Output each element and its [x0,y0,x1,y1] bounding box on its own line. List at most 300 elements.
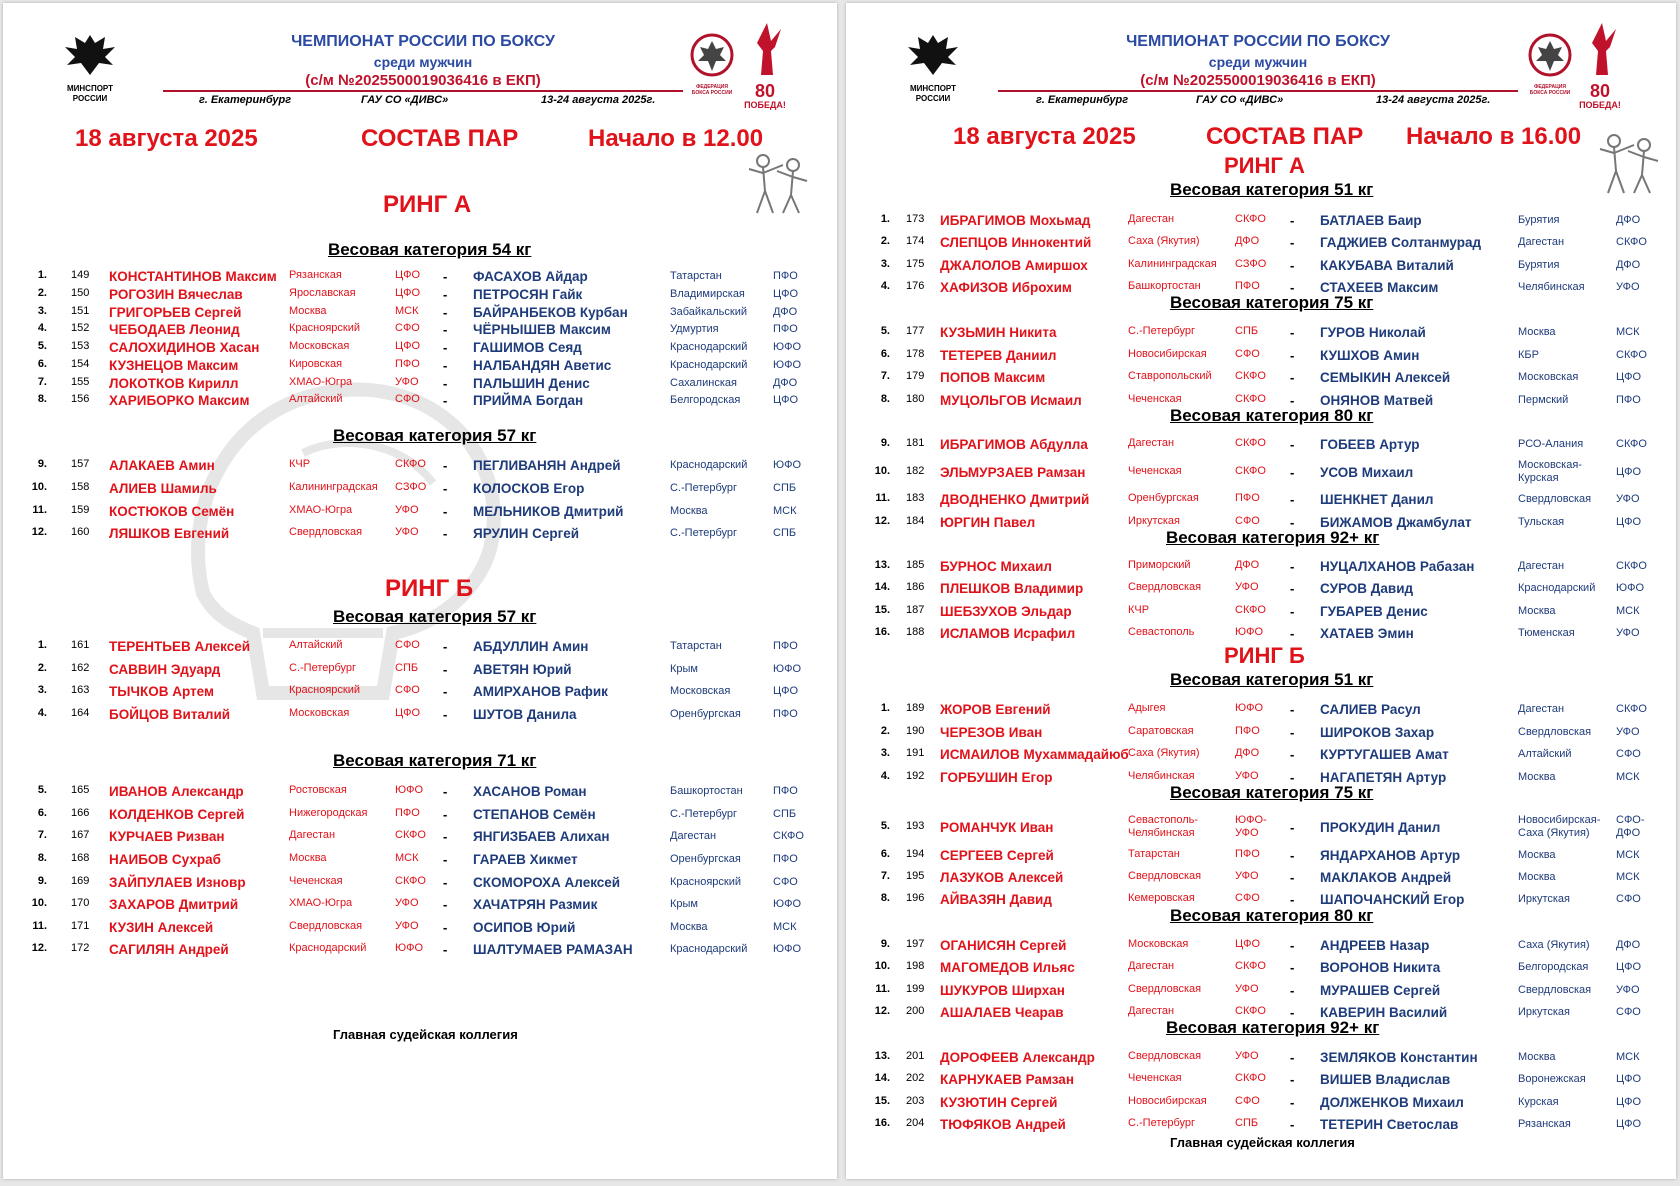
pair-rn: САВВИН Эдуард [109,662,221,677]
pair-no: 3. [37,684,47,696]
pair-bo: УФО [1616,627,1640,639]
pair-dash: - [1290,465,1295,480]
pair-no: 8. [37,393,47,405]
pair-bn: ПРИЙМА Богдан [473,393,584,408]
pair-rn: КОЛДЕНКОВ Сергей [109,807,245,822]
pair-no: 16. [874,1117,890,1129]
pair-id: 199 [906,983,925,995]
pair-no: 5. [880,325,890,337]
championship-title: ЧЕМПИОНАТ РОССИИ ПО БОКСУ [1126,33,1390,50]
pair-ro: СКФО [1235,1072,1266,1084]
pair-dash: - [1290,938,1295,953]
pair-bn: ГАРАЕВ Хикмет [473,852,578,867]
pair-bn: НАЛБАНДЯН Аветис [473,358,612,373]
pair-rn: ИБРАГИМОВ Мохьмад [940,213,1091,228]
pair-ro: СКФО [1235,465,1266,477]
pair-rn: ТЮФЯКОВ Андрей [940,1117,1066,1132]
pair-dash: - [443,458,448,473]
pair-bg: Дагестан [670,830,717,842]
pair-bg: Красноярский [670,876,742,888]
pair-ro: ЮФО [1235,626,1264,638]
pair-ro: УФО [395,897,419,909]
pair-rn: ЮРГИН Павел [940,515,1036,530]
pair-ro: ЮФО [395,942,424,954]
pair-ro: СФО [395,393,420,405]
pair-id: 204 [906,1117,925,1129]
pair-bg: Краснодарский [670,341,748,353]
pair-id: 184 [906,515,925,527]
pair-bg: Татарстан [670,270,722,282]
pair-id: 188 [906,626,925,638]
pair-no: 3. [880,747,890,759]
pair-ro: СКФО [1235,960,1266,972]
pair-rn: ЧЕРЕЗОВ Иван [940,725,1043,740]
pair-id: 174 [906,235,925,247]
pair-rg: Свердловская [1128,1050,1202,1062]
pair-bn: СУРОВ Давид [1320,581,1414,596]
pair-row [846,1117,1676,1135]
pair-bg: Москва [1518,326,1556,338]
pair-bg: Москва [670,921,708,933]
pair-id: 161 [71,639,90,651]
pair-bo: СКФО [1616,703,1647,715]
pair-bg: Челябинская [1518,281,1585,293]
pair-bo: ЦФО [1616,1118,1642,1130]
pair-rg: Нижегородская [289,807,368,819]
pair-rn: ИСМАИЛОВ Мухаммадайюб [940,747,1129,762]
pair-row [846,581,1676,599]
pair-id: 201 [906,1050,925,1062]
pair-ro: СКФО [395,458,426,470]
pair-no: 4. [37,707,47,719]
pair-id: 202 [906,1072,925,1084]
pair-rg: Чеченская [1128,393,1182,405]
pair-ro: СПБ [1235,325,1259,337]
minsport-logo-text: МИНСПОРТ РОССИИ [909,84,957,103]
pair-dash: - [443,526,448,541]
pair-bo: ЦФО [1616,371,1642,383]
pair-id: 173 [906,213,925,225]
pair-rg: Кемеровская [1128,892,1195,904]
pair-id: 166 [71,807,90,819]
pair-no: 12. [874,515,890,527]
pair-rg: Ростовская [289,784,347,796]
pair-rn: ДВОДНЕНКО Дмитрий [940,492,1090,507]
pair-dash: - [443,684,448,699]
pair-bn: ЯРУЛИН Сергей [473,526,580,541]
pair-ro: ЮФО [395,784,424,796]
pair-dash: - [1290,393,1295,408]
pair-bo: МСК [1616,605,1640,617]
pair-id: 159 [71,504,90,516]
pair-ro: УФО [395,920,419,932]
pair-row [3,707,837,725]
pair-rg: Саха (Якутия) [1128,235,1200,247]
pair-rg: Свердловская [1128,870,1202,882]
pair-bg: С.-Петербург [670,808,738,820]
pair-dash: - [443,639,448,654]
pair-bo: СКФО [1616,438,1647,450]
boxer-sketch-icon [1594,131,1664,195]
pair-ro: СКФО [1235,213,1266,225]
weight-category-heading: Весовая категория 51 кг [1170,670,1374,689]
pair-row [846,604,1676,622]
pair-id: 195 [906,870,925,882]
federation-logo-text: ФЕДЕРАЦИЯ БОКСА РОССИИ [691,84,733,96]
pair-no: 10. [874,960,890,972]
pair-ro: СФО [395,639,420,651]
ekp-code: (с/м №2025500019036416 в ЕКП) [305,72,541,89]
pair-no: 10. [31,897,47,909]
pair-ro: СКФО [1235,604,1266,616]
pair-ro: ДФО [1235,747,1260,759]
pair-bn: ПРОКУДИН Данил [1320,820,1441,835]
pair-ro: СФО [1235,515,1260,527]
pair-ro: ЦФО [395,287,421,299]
pair-bg: Белгородская [670,394,741,406]
weight-category-heading: Весовая категория 80 кг [1170,906,1374,925]
weight-category-heading: Весовая категория 92+ кг [1166,528,1380,547]
pair-no: 15. [874,1095,890,1107]
pair-id: 196 [906,892,925,904]
pair-no: 9. [37,875,47,887]
pair-bo: ЮФО [773,898,802,910]
pair-no: 1. [37,269,47,281]
pair-bo: ПФО [773,270,798,282]
schedule-sheet-right [846,3,1676,1179]
pair-rg: КЧР [289,458,311,470]
pair-row [846,1095,1676,1113]
pair-dash: - [443,481,448,496]
pair-dash: - [1290,258,1295,273]
pair-row [846,393,1676,411]
pair-rg: ХМАО-Югра [289,504,353,516]
pair-bn: КУШХОВ Амин [1320,348,1420,363]
pair-id: 169 [71,875,90,887]
pair-row [846,870,1676,888]
pair-rg: Алтайский [289,393,343,405]
ring-a-heading: РИНГ А [383,191,472,218]
pair-id: 177 [906,325,925,337]
pair-bo: СФО [1616,1006,1641,1018]
pair-bo: ПФО [773,708,798,720]
pair-bn: БАЙРАНБЕКОВ Курбан [473,305,628,320]
pair-row [3,269,837,287]
event-date: 18 августа 2025 [75,125,258,152]
pair-bg: С.-Петербург [670,482,738,494]
pair-id: 170 [71,897,90,909]
pair-ro: ЦФО [395,269,421,281]
pair-ro: МСК [395,852,419,864]
event-dates: 13-24 августа 2025г. [1376,94,1491,106]
victory-word: ПОБЕДА! [1579,100,1621,110]
pair-rg: Свердловская [289,526,363,538]
pair-ro: ЮФО [1235,702,1264,714]
pair-rg: Севастополь [1128,626,1195,638]
pair-rn: НАИБОВ Сухраб [109,852,221,867]
pair-bg: Бурятия [1518,259,1560,271]
pair-rg: Московская [1128,938,1189,950]
pair-ro: СЗФО [1235,258,1267,270]
pair-id: 185 [906,559,925,571]
pair-id: 187 [906,604,925,616]
pair-bg: Крым [670,898,698,910]
pair-bn: МАКЛАКОВ Андрей [1320,870,1452,885]
pair-bn: ВОРОНОВ Никита [1320,960,1441,975]
pair-row [846,848,1676,866]
pair-ro: СПБ [395,662,419,674]
pair-rn: АШАЛАЕВ Чеарав [940,1005,1064,1020]
pair-dash: - [1290,325,1295,340]
pair-rn: СЛЕПЦОВ Иннокентий [940,235,1092,250]
pair-dash: - [1290,960,1295,975]
pair-dash: - [1290,213,1295,228]
pair-ro: СФО [395,684,420,696]
pair-rn: КУРЧАЕВ Ризван [109,829,225,844]
pair-bn: ОНЯНОВ Матвей [1320,393,1434,408]
pair-bo: ПФО [773,785,798,797]
pair-id: 193 [906,820,925,832]
pair-ro: ПФО [1235,492,1260,504]
pair-no: 6. [880,848,890,860]
pair-row [3,340,837,358]
pair-ro: СКФО [1235,1005,1266,1017]
pair-bg: Москва [1518,771,1556,783]
pair-rg: ХМАО-Югра [289,897,353,909]
pair-no: 6. [37,358,47,370]
pair-bn: ШИРОКОВ Захар [1320,725,1435,740]
pair-bg: Крым [670,663,698,675]
pair-bo: МСК [1616,849,1640,861]
pair-bg: Москва [1518,605,1556,617]
pair-bn: ПАЛЬШИН Денис [473,376,590,391]
pair-bn: ЯНГИЗБАЕВ Алихан [473,829,610,844]
pair-no: 1. [880,213,890,225]
pair-rg: Севастополь- Челябинская [1128,814,1199,839]
pair-bn: НУЦАЛХАНОВ Рабазан [1320,559,1475,574]
pair-bo: ЮФО [773,459,802,471]
pair-no: 8. [37,852,47,864]
pair-id: 189 [906,702,925,714]
pair-bn: ЧЁРНЫШЕВ Максим [473,322,611,337]
pair-bg: Москва [1518,1051,1556,1063]
boxing-federation-logo [688,33,736,96]
pair-no: 2. [880,235,890,247]
victory-word: ПОБЕДА! [744,100,786,110]
pair-row [846,213,1676,231]
pair-rn: КОСТЮКОВ Семён [109,504,235,519]
pair-no: 5. [37,340,47,352]
pair-rn: ИБРАГИМОВ Абдулла [940,437,1088,452]
pair-rn: ЧЕБОДАЕВ Леонид [109,322,240,337]
pair-bg: С.-Петербург [670,527,738,539]
pair-bg: РСО-Алания [1518,438,1584,450]
pair-rn: САГИЛЯН Андрей [109,942,229,957]
pair-ro: СЗФО [395,481,427,493]
pair-bn: СЕМЫКИН Алексей [1320,370,1451,385]
pair-dash: - [443,852,448,867]
pair-rn: ГОРБУШИН Егор [940,770,1053,785]
pair-bg: Тюменская [1518,627,1575,639]
pair-id: 163 [71,684,90,696]
pair-bo: СФО [773,876,798,888]
pair-rg: Чеченская [289,875,343,887]
pair-row [3,920,837,938]
pair-bo: СКФО [773,830,804,842]
pair-bn: САЛИЕВ Расул [1320,702,1421,717]
pair-row [3,807,837,825]
pair-ro: СФО [1235,1095,1260,1107]
pair-bo: ЮФО [773,943,802,955]
pair-rg: Чеченская [1128,465,1182,477]
pair-bg: Саха (Якутия) [1518,939,1590,951]
pair-rn: ТЫЧКОВ Артем [109,684,214,699]
pair-dash: - [1290,747,1295,762]
pair-rg: Москва [289,852,327,864]
pair-rg: Челябинская [1128,770,1195,782]
pair-row [3,526,837,544]
pair-bg: Сахалинская [670,377,737,389]
pair-bg: Москва [1518,871,1556,883]
pair-ro: УФО [1235,770,1259,782]
pair-bg: Тульская [1518,516,1565,528]
pair-no: 9. [37,458,47,470]
pair-bo: ЮФО [773,359,802,371]
pair-bo: ЦФО [1616,466,1642,478]
pair-bo: СКФО [1616,560,1647,572]
pair-no: 6. [880,348,890,360]
pair-bo: ЦФО [773,685,799,697]
pair-row [3,305,837,323]
weight-category-heading: Весовая категория 80 кг [1170,406,1374,425]
pair-rg: Краснодарский [289,942,367,954]
pair-rn: ПОПОВ Максим [940,370,1046,385]
pair-bn: СТАХЕЕВ Максим [1320,280,1439,295]
pair-rn: ЛАЗУКОВ Алексей [940,870,1064,885]
pair-no: 13. [874,559,890,571]
pair-dash: - [443,504,448,519]
pair-dash: - [443,393,448,408]
start-time: Начало в 16.00 [1406,123,1582,150]
pair-ro: ЮФО- УФО [1235,814,1267,839]
minsport-logo [55,29,125,103]
pair-rn: КУЗЮТИН Сергей [940,1095,1058,1110]
pair-id: 149 [71,269,90,281]
pair-row [846,348,1676,366]
pair-dash: - [1290,1050,1295,1065]
pair-bn: УСОВ Михаил [1320,465,1414,480]
pair-row [3,287,837,305]
pair-row [3,784,837,802]
pair-no: 7. [37,829,47,841]
pair-bo: УФО [1616,493,1640,505]
pair-bn: ПЕГЛИВАНЯН Андрей [473,458,621,473]
pair-rn: ЗАХАРОВ Дмитрий [109,897,239,912]
pair-rn: ЗАЙПУЛАЕВ Изновр [109,875,246,890]
pair-rg: Дагестан [1128,437,1175,449]
pair-bn: СТЕПАНОВ Семён [473,807,596,822]
pair-row [846,983,1676,1001]
pair-bn: НАГАПЕТЯН Артур [1320,770,1447,785]
pair-dash: - [1290,604,1295,619]
pair-bg: Московская [1518,371,1579,383]
pair-rg: Саратовская [1128,725,1194,737]
pair-id: 172 [71,942,90,954]
pair-rn: КУЗИН Алексей [109,920,214,935]
weight-category-heading: Весовая категория 57 кг [333,607,537,626]
pair-no: 9. [880,437,890,449]
pair-rn: ТЕРЕНТЬЕВ Алексей [109,639,251,654]
pair-bn: ФАСАХОВ Айдар [473,269,588,284]
pair-id: 151 [71,305,90,317]
weight-category-heading: Весовая категория 54 кг [328,240,532,259]
pair-rn: ПЛЕШКОВ Владимир [940,581,1084,596]
weight-category-heading: Весовая категория 92+ кг [1166,1018,1380,1037]
pair-dash: - [1290,235,1295,250]
pair-row [846,747,1676,765]
pair-rn: ИСЛАМОВ Исрафил [940,626,1076,641]
pair-dash: - [1290,1072,1295,1087]
pair-dash: - [1290,770,1295,785]
pair-row [3,684,837,702]
pair-rn: АЙВАЗЯН Давид [940,892,1052,907]
pair-id: 150 [71,287,90,299]
pair-rn: ШУКУРОВ Ширхан [940,983,1065,998]
pair-no: 11. [32,920,47,932]
pair-bn: МЕЛЬНИКОВ Дмитрий [473,504,624,519]
pair-bo: ЦФО [773,394,799,406]
weight-category-heading: Весовая категория 71 кг [333,751,537,770]
pair-ro: УФО [1235,870,1259,882]
pair-id: 183 [906,492,925,504]
ring-b-heading: РИНГ Б [385,575,474,602]
pair-dash: - [443,707,448,722]
pair-dash: - [1290,725,1295,740]
pair-id: 203 [906,1095,925,1107]
pair-no: 11. [875,492,890,504]
pair-no: 1. [880,702,890,714]
pair-dash: - [443,920,448,935]
pair-bo: МСК [1616,771,1640,783]
pair-rg: Татарстан [1128,848,1180,860]
pair-no: 4. [880,770,890,782]
pair-bg: Дагестан [1518,236,1565,248]
pair-rg: Дагестан [1128,960,1175,972]
pair-row [3,393,837,411]
pair-bo: СФО [1616,893,1641,905]
weight-category-heading: Весовая категория 57 кг [333,426,537,445]
pair-bg: Дагестан [1518,560,1565,572]
pair-no: 1. [37,639,47,651]
pair-ro: ПФО [395,807,420,819]
start-time: Начало в 12.00 [588,125,764,152]
pair-id: 168 [71,852,90,864]
pair-no: 5. [37,784,47,796]
pair-bn: ГУБАРЕВ Денис [1320,604,1428,619]
pair-row [846,235,1676,253]
pair-ro: ПФО [1235,848,1260,860]
boxing-federation-logo [1526,33,1574,96]
pair-row [846,437,1676,455]
pair-dash: - [443,287,448,302]
pair-bg: Иркутская [1518,1006,1571,1018]
pair-bg: Краснодарский [1518,582,1596,594]
pair-id: 182 [906,465,925,477]
pair-rg: Приморский [1128,559,1191,571]
weight-category-heading: Весовая категория 51 кг [1170,180,1374,199]
pair-id: 181 [906,437,925,449]
pair-dash: - [1290,492,1295,507]
